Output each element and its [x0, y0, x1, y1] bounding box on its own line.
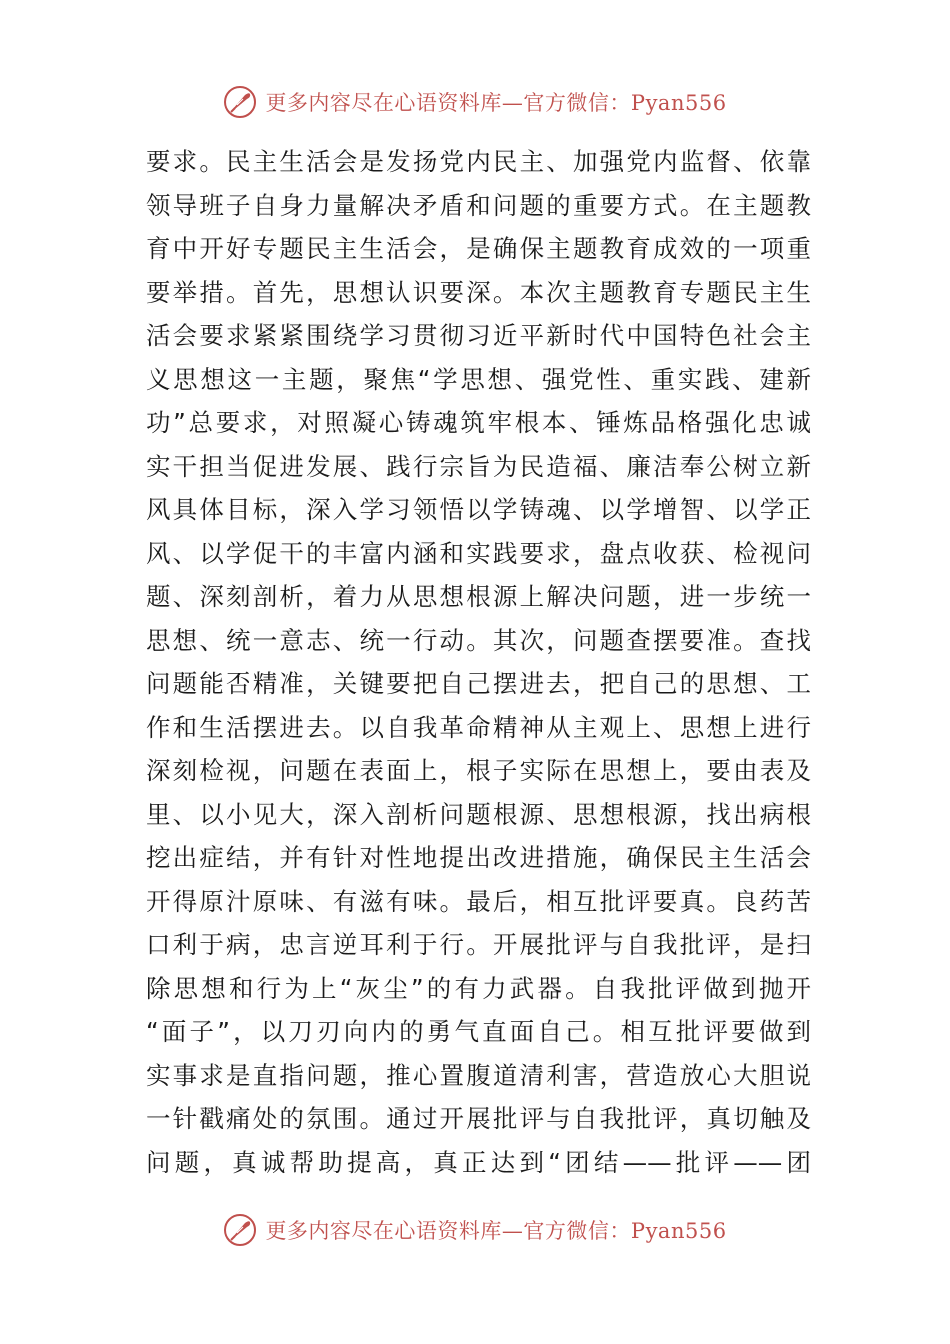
footer-banner-text: 更多内容尽在心语资料库—官方微信：Pyan556	[265, 1219, 727, 1243]
body-line: “面子”，以刀刃向内的勇气直面自己。相互批评要做到	[146, 1017, 811, 1046]
body-line: 问题能否精准，关键要把自己摆进去，把自己的思想、工	[146, 669, 811, 698]
body-line: 功”总要求，对照凝心铸魂筑牢根本、锤炼品格强化忠诚	[146, 408, 811, 437]
body-line: 除思想和行为上“灰尘”的有力武器。自我批评做到抛开	[146, 973, 811, 1003]
body-line: 风、以学促干的丰富内涵和实践要求，盘点收获、检视问	[146, 538, 811, 568]
body-line: 要举措。首先，思想认识要深。本次主题教育专题民主生	[146, 277, 811, 307]
body-line: 口利于病，忠言逆耳利于行。开展批评与自我批评，是扫	[146, 930, 811, 959]
body-line: 开得原汁原味、有滋有味。最后，相互批评要真。良药苦	[146, 886, 811, 916]
body-line: 挖出症结，并有针对性地提出改进措施，确保民主生活会	[146, 843, 811, 872]
body-line: 育中开好专题民主生活会，是确保主题教育成效的一项重	[146, 234, 811, 263]
feather-pen-logo-icon	[223, 1213, 257, 1247]
body-line: 题、深刻剖析，着力从思想根源上解决问题，进一步统一	[146, 582, 811, 611]
body-line: 活会要求紧紧围绕学习贯彻习近平新时代中国特色社会主	[146, 321, 811, 350]
header-banner-text: 更多内容尽在心语资料库—官方微信：Pyan556	[265, 91, 727, 115]
body-line: 领导班子自身力量解决矛盾和问题的重要方式。在主题教	[146, 190, 811, 220]
body-line: 要求。民主生活会是发扬党内民主、加强党内监督、依靠	[146, 147, 811, 176]
body-line: 实事求是直指问题，推心置腹道清利害，营造放心大胆说	[146, 1060, 811, 1090]
body-line: 一针戳痛处的氛围。通过开展批评与自我批评，真切触及	[146, 1104, 811, 1133]
body-line: 问题，真诚帮助提高，真正达到“团结——批评——团	[146, 1147, 811, 1177]
document-body	[146, 140, 811, 1184]
header-banner	[0, 80, 950, 124]
body-line: 思想、统一意志、统一行动。其次，问题查摆要准。查找	[146, 625, 811, 655]
feather-pen-logo-icon	[223, 85, 257, 119]
body-line: 作和生活摆进去。以自我革命精神从主观上、思想上进行	[146, 712, 811, 742]
body-line: 风具体目标，深入学习领悟以学铸魂、以学增智、以学正	[146, 495, 811, 524]
body-line: 义思想这一主题，聚焦“学思想、强党性、重实践、建新	[146, 364, 811, 394]
footer-banner	[0, 1208, 950, 1252]
body-line: 里、以小见大，深入剖析问题根源、思想根源，找出病根	[146, 799, 811, 829]
body-line: 实干担当促进发展、践行宗旨为民造福、廉洁奉公树立新	[146, 451, 811, 481]
body-line: 深刻检视，问题在表面上，根子实际在思想上，要由表及	[146, 756, 811, 785]
